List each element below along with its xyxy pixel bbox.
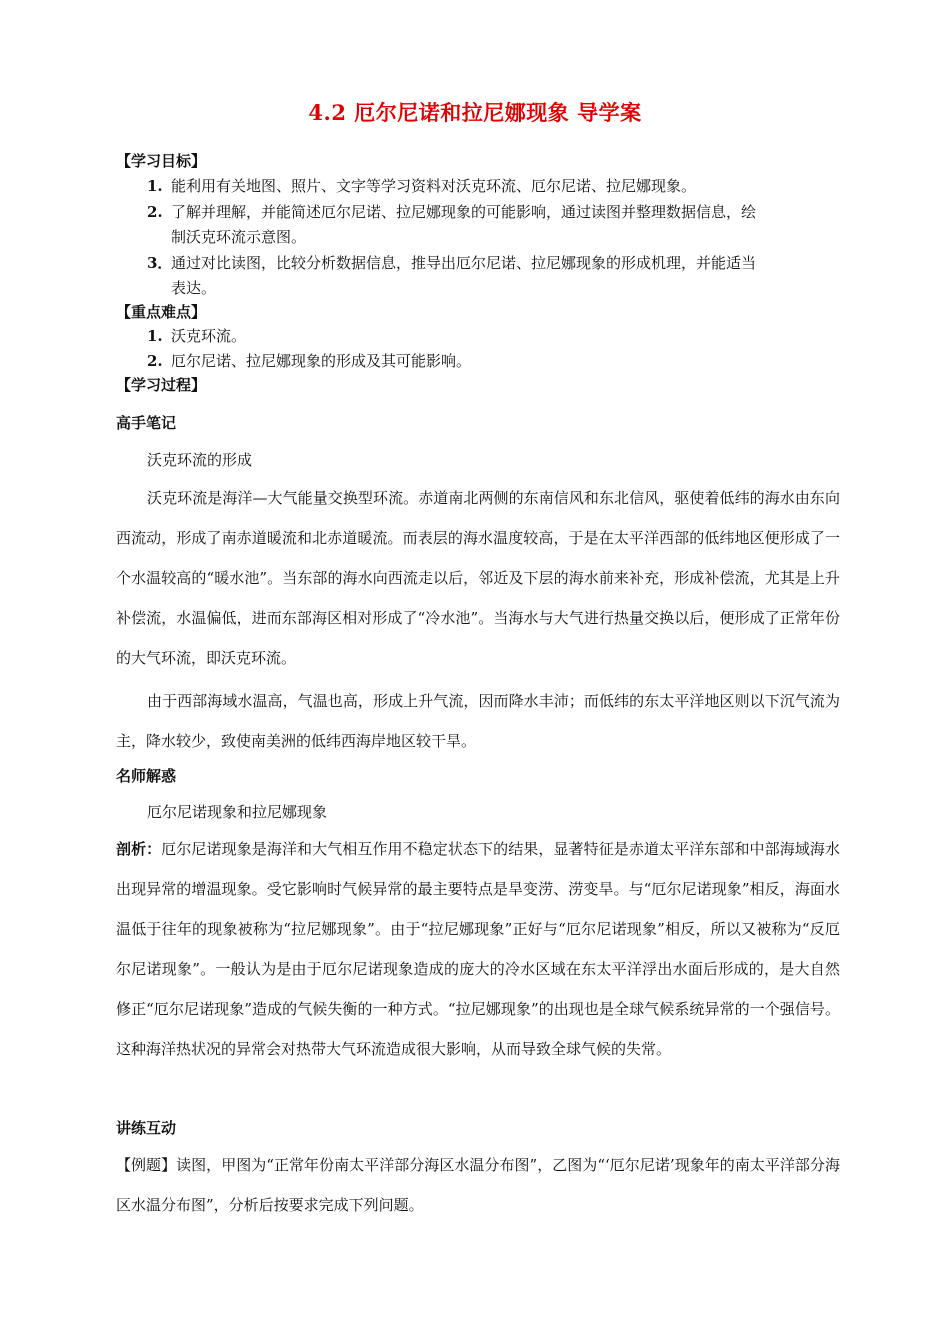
notes-paragraph: 沃克环流是海洋—大气能量交换型环流。赤道南北两侧的东南信风和东北信风，驱使着低纬的海水由东向西流动，形成了南赤道暖流和北赤道暖流。而表层的海水温度较高，于是在太平洋西部的低纬地区便形成了一个水温较高的“暖水池”。当东部的海水向西流走以后，邻近及下层的海水前来补充，形成补偿流，尤其是上升补偿流，水温偏低，进而东部海区相对形成了“冷水池”。当海水与大气进行热量交换以后，便形成了正常年份的大气环流，即沃克环流。 (116, 489, 840, 667)
section-header-process: 【学习过程】 (116, 376, 207, 394)
goal-text: 了解并理解，并能简述厄尔尼诺、拉尼娜现象的可能影响，通过读图并整理数据信息，绘 (171, 203, 757, 221)
example-text: 读图，甲图为“正常年份南太平洋部分海区水温分布图”，乙图为“‘厄尔尼诺’现象年的南太平洋部分海区水温分布图”，分析后按要求完成下列问题。 (116, 1156, 840, 1214)
key-point-item (147, 324, 837, 349)
section-header-key-points: 【重点难点】 (116, 303, 207, 321)
notes-subtitle: 沃克环流的形成 (147, 451, 253, 469)
practice-heading: 讲练互动 (116, 1119, 177, 1137)
goal-text-continued: 表达。 (171, 279, 217, 297)
goal-text: 能利用有关地图、照片、文字等学习资料对沃克环流、厄尔尼诺、拉尼娜现象。 (171, 177, 697, 195)
key-point-number: 2. (147, 352, 163, 370)
goal-item (147, 200, 837, 250)
notes-heading: 高手笔记 (116, 414, 177, 432)
goal-number: 1. (147, 177, 163, 195)
practice-example (116, 1145, 840, 1225)
goal-item (147, 174, 837, 199)
analysis-text: 厄尔尼诺现象是海洋和大气相互作用不稳定状态下的结果，显著特征是赤道太平洋东部和中部海域海水出现异常的增温现象。受它影响时气候异常的最主要特点是旱变涝、涝变旱。与“厄尔尼诺现象”相反，海面水温低于往年的现象被称为“拉尼娜现象”。由于“拉尼娜现象”正好与“厄尔尼诺现象”相反，所以又被称为“反厄尔尼诺现象”。一般认为是由于厄尔尼诺现象造成的庞大的冷水区域在东太平洋浮出水面后形成的，是大自然修正“厄尔尼诺现象”造成的气候失衡的一种方式。“拉尼娜现象”的出现也是全球气候系统异常的一个强信号。这种海洋热状况的异常会对热带大气环流造成很大影响，从而导致全球气候的失常。 (116, 840, 840, 1058)
goal-text-continued: 制沃克环流示意图。 (171, 228, 307, 246)
key-point-item (147, 349, 837, 374)
analysis-label: 剖析： (116, 840, 162, 858)
key-point-text: 厄尔尼诺、拉尼娜现象的形成及其可能影响。 (171, 352, 472, 370)
goal-number: 2. (147, 203, 163, 221)
teacher-subtitle: 厄尔尼诺现象和拉尼娜现象 (147, 803, 328, 821)
section-header-goals: 【学习目标】 (116, 152, 207, 170)
goal-text: 通过对比读图，比较分析数据信息，推导出厄尔尼诺、拉尼娜现象的形成机理，并能适当 (171, 254, 757, 272)
goal-item (147, 251, 837, 301)
goal-number: 3． (147, 254, 173, 272)
notes-paragraph: 由于西部海域水温高，气温也高，形成上升气流，因而降水丰沛；而低纬的东太平洋地区则以下沉气流为主，降水较少，致使南美洲的低纬西海岸地区较干旱。 (116, 692, 840, 750)
key-point-number: 1. (147, 327, 163, 345)
teacher-analysis (116, 829, 840, 1069)
key-point-text: 沃克环流。 (171, 327, 247, 345)
page-title: 4.2 厄尔尼诺和拉尼娜现象 导学案 (308, 100, 642, 125)
example-label: 【例题】 (116, 1156, 177, 1174)
teacher-heading: 名师解惑 (116, 767, 177, 785)
